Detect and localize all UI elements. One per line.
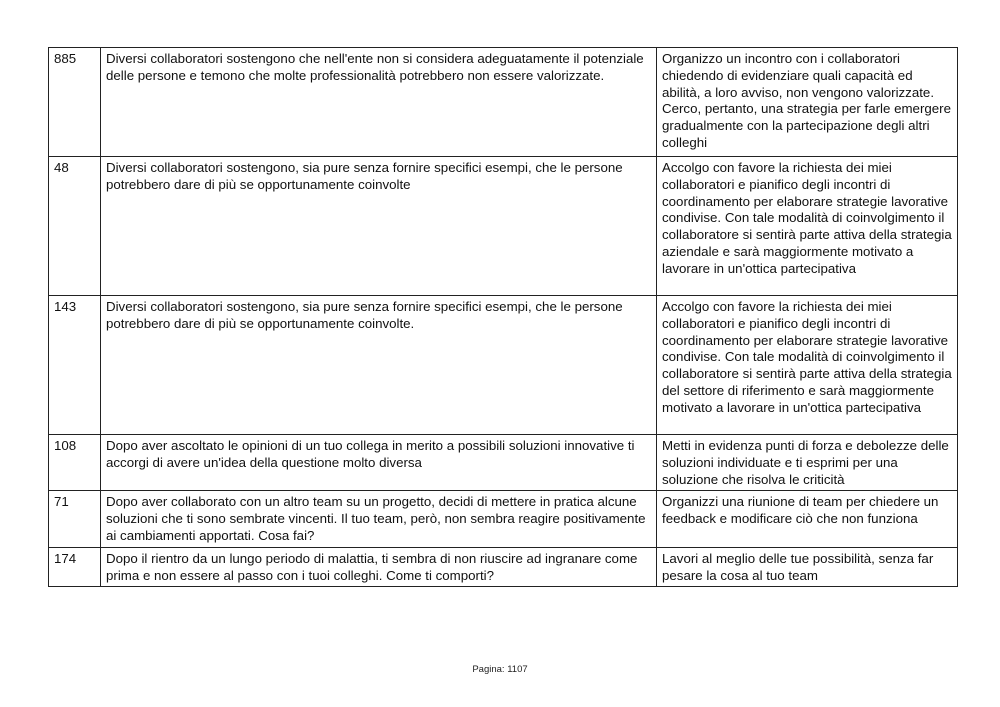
question-text: Dopo aver collaborato con un altro team su un progetto, decidi di mettere in pratica alcune soluzioni che ti sono sembrate vincenti. Il tuo team, però, non sembra reagire positivamente ai cambiamenti apportati. Cosa fai?: [101, 491, 657, 547]
questions-table-body: [49, 48, 958, 587]
answer-text: Lavori al meglio delle tue possibilità, senza far pesare la cosa al tuo team: [657, 547, 958, 587]
answer-text: Metti in evidenza punti di forza e debolezze delle soluzioni individuate e ti esprimi per una soluzione che risolva le criticità: [657, 435, 958, 491]
question-text: Diversi collaboratori sostengono, sia pure senza fornire specifici esempi, che le persone potrebbero dare di più se opportunamente coinvolte: [101, 157, 657, 296]
questions-table: [48, 47, 958, 587]
page-number: Pagina: 1107: [472, 664, 528, 675]
question-id: 174: [49, 547, 101, 587]
table-row: [49, 296, 958, 435]
question-id: 885: [49, 48, 101, 157]
question-id: 108: [49, 435, 101, 491]
answer-text: Accolgo con favore la richiesta dei miei collaboratori e pianifico degli incontri di coordinamento per elaborare strategie lavorative condivise. Con tale modalità di coinvolgimento il collaboratore si sentirà parte attiva della strategia aziendale e sarà maggiormente motivato a lavorare in un'ottica partecipativa: [657, 157, 958, 296]
question-id: 143: [49, 296, 101, 435]
question-text: Dopo il rientro da un lungo periodo di malattia, ti sembra di non riuscire ad ingranare come prima e non essere al passo con i tuoi colleghi. Come ti comporti?: [101, 547, 657, 587]
answer-text: Accolgo con favore la richiesta dei miei collaboratori e pianifico degli incontri di coordinamento per elaborare strategie lavorative condivise. Con tale modalità di coinvolgimento il collaboratore si sentirà parte attiva della strategia del settore di riferimento e sarà maggiormente motivato a lavorare in un'ottica partecipativa: [657, 296, 958, 435]
answer-text: Organizzi una riunione di team per chiedere un feedback e modificare ciò che non funziona: [657, 491, 958, 547]
question-text: Diversi collaboratori sostengono, sia pure senza fornire specifici esempi, che le persone potrebbero dare di più se opportunamente coinvolte.: [101, 296, 657, 435]
question-text: Dopo aver ascoltato le opinioni di un tuo collega in merito a possibili soluzioni innovative ti accorgi di avere un'idea della questione molto diversa: [101, 435, 657, 491]
question-id: 71: [49, 491, 101, 547]
table-row: [49, 435, 958, 491]
table-row: [49, 491, 958, 547]
table-row: [49, 157, 958, 296]
question-text: Diversi collaboratori sostengono che nell'ente non si considera adeguatamente il potenziale delle persone e temono che molte professionalità potrebbero non essere valorizzate.: [101, 48, 657, 157]
table-row: [49, 48, 958, 157]
table-row: [49, 547, 958, 587]
answer-text: Organizzo un incontro con i collaboratori chiedendo di evidenziare quali capacità ed abilità, a loro avviso, non vengono valorizzate. Cerco, pertanto, una strategia per farle emergere gradualmente con la partecipazione degli altri colleghi: [657, 48, 958, 157]
question-id: 48: [49, 157, 101, 296]
